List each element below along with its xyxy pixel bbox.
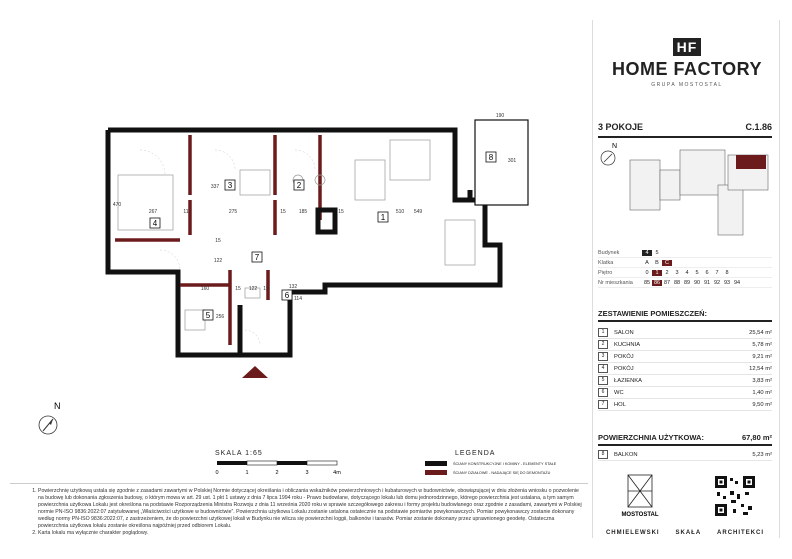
info-row-apartment: Nr mieszkania 85 86 87 88 89 90 91 92 93 94	[598, 278, 772, 288]
dim-label: 160	[200, 286, 210, 292]
dim-label: 256	[215, 314, 225, 320]
total-value: 67,80 m²	[741, 432, 772, 442]
room-number-2	[294, 180, 304, 190]
svg-text:5: 5	[205, 311, 211, 320]
selected-unit-marker	[736, 155, 766, 169]
info-row-building: Budynek 4 5	[598, 248, 772, 258]
unit-header	[598, 118, 772, 138]
architect-credits: CHMIELEWSKI SKAŁA ARCHITEKCI	[605, 530, 765, 536]
dim-label: 470	[112, 202, 122, 208]
room-number-6	[282, 290, 292, 300]
note-item: 1. Powierzchnię użytkową ustala się zgodnie z zasadami zawartymi w Polskiej Normie dotyczącej określania i obliczania wskaźników powierzchniowych i kubaturowych w budownictwie, obowiązującej w dniu złożenia wniosku o pozwolenie na budowę lub dokonania zgłoszenia budowy, o którym mowa w art. 29 ust. 1 pkt 1 ustawy z dnia 7 lipca 1994 roku - Prawo budowlane, dotyczącego lokalu lub domu jednorodzinnego, którego powierzchnia jest ustalana, a tym samym powierzchnia użytkowa Lokalu jest określona na podstawie Rozporządzenia Ministra Rozwoju z dnia 11 września 2020 roku w sprawie szczegółowego zakresu i formy projektu budowlanego oraz zgodnie z zasadami, zawartymi w Polskiej normie PN-ISO 9836:2022:07 zatytułowanej „Właściwości użytkowe w budownictwie”. Powierzchnia użytkowa Lokalu zostanie ustalona ostatecznie na podstawie pomiarów powykonawczych. Pomiar powykonawczy zostanie dokonany według normy PN-ISO 9836:2022:07, z zastrzeżeniem, że do powierzchni użytkowej lokali w Budynku nie wlicza się powierzchni loggii, balkonów i tarasów. Pomiar zostanie dokonany przez uprawnionego geodetę. Ostateczna powierzchnia użytkowa lokalu zostanie określona najpóźniej przed odbiorem Lokalu.	[38, 488, 582, 530]
dim-label: 275	[228, 209, 238, 215]
legend-item-structural: ŚCIANY KONSTRUKCYJNE I KOMINY - ELEMENTY STAŁE	[425, 461, 556, 466]
scale-bar	[215, 450, 345, 481]
unit-info-table	[598, 248, 772, 288]
dim-label: 15	[280, 209, 286, 215]
mostostal-logo	[610, 470, 670, 520]
scale-graphic	[215, 457, 345, 479]
dim-label: 15	[263, 286, 269, 292]
note-item: 2. Karta lokalu ma wyłącznie charakter poglądowy.	[38, 530, 582, 537]
svg-text:MOSTOSTAL: MOSTOSTAL	[621, 512, 659, 518]
room-number-1	[378, 212, 388, 222]
unit-rooms: 3 POKOJE	[598, 122, 644, 132]
entrance-marker	[242, 366, 268, 378]
dim-label: 15	[235, 286, 241, 292]
svg-text:0: 0	[215, 470, 219, 476]
total-label: POWIERZCHNIA UŻYTKOWA:	[598, 432, 704, 442]
total-area	[598, 430, 772, 446]
info-row-floor: Piętro 0 1 2 3 4 5 6 7 8	[598, 268, 772, 278]
balcony-row: 8 BALKON 5,23 m²	[598, 449, 772, 461]
scale-title: SKALA 1:65	[215, 450, 263, 457]
dim-label: 132	[288, 284, 298, 290]
legend-item-partition: ŚCIANY DZIAŁOWE - NADAJĄCE SIĘ DO DEMONTAŻU	[425, 470, 556, 475]
room-row: 2 KUCHNIA 5,78 m²	[598, 339, 772, 351]
svg-text:2: 2	[296, 181, 302, 190]
dim-label: 15	[215, 238, 221, 244]
svg-text:1: 1	[245, 470, 249, 476]
room-number-3	[225, 180, 235, 190]
room-number-7	[252, 252, 262, 262]
dim-label: 549	[413, 209, 423, 215]
room-row: 1 SALON 25,54 m²	[598, 327, 772, 339]
dim-label: 114	[294, 296, 302, 302]
info-row-stair: Klatka A B C	[598, 258, 772, 268]
svg-text:2: 2	[275, 470, 279, 476]
room-number-5	[203, 310, 213, 320]
room-row: 6 WC 1,40 m²	[598, 387, 772, 399]
dim-label: 337	[210, 184, 220, 190]
svg-text:1: 1	[380, 213, 386, 222]
dim-label: 267	[148, 209, 158, 215]
svg-text:6: 6	[284, 291, 290, 300]
logo-mark: HF	[673, 38, 702, 56]
dim-label: 301	[507, 158, 517, 164]
rooms-list	[598, 327, 772, 411]
room-number-8	[486, 152, 496, 162]
site-minimap	[612, 140, 773, 245]
dim-label: 185	[298, 209, 308, 215]
legend-swatch	[425, 470, 447, 475]
notes	[22, 488, 582, 537]
dim-label: 11	[183, 209, 189, 215]
svg-text:3: 3	[227, 181, 233, 190]
unit-code: C.1.86	[745, 122, 772, 132]
logo-brand: HOME FACTORY	[612, 59, 763, 79]
svg-text:N: N	[54, 401, 61, 411]
dim-label: 190	[495, 113, 505, 119]
svg-text:7: 7	[254, 253, 260, 262]
room-row: 5 ŁAZIENKA 3,83 m²	[598, 375, 772, 387]
svg-text:4: 4	[152, 219, 158, 228]
dim-label: 122	[248, 286, 258, 292]
dim-label: 510	[395, 209, 405, 215]
svg-text:8: 8	[488, 153, 494, 162]
logo-sub: GRUPA MOSTOSTAL	[651, 82, 723, 88]
qr-code-icon	[715, 476, 755, 516]
room-row: 7 HOL 9,50 m²	[598, 399, 772, 411]
legend-swatch	[425, 461, 447, 466]
legend-title: LEGENDA	[455, 450, 496, 457]
dim-label: 15	[338, 209, 344, 215]
svg-text:3: 3	[305, 470, 309, 476]
legend	[425, 450, 556, 475]
north-arrow-icon	[39, 401, 61, 434]
svg-text:N: N	[612, 143, 618, 150]
logo	[612, 38, 762, 108]
room-row: 4 POKÓJ 12,54 m²	[598, 363, 772, 375]
room-number-4	[150, 218, 160, 228]
dim-label: 122	[213, 258, 223, 264]
rooms-title: ZESTAWIENIE POMIESZCZEŃ:	[598, 309, 772, 322]
room-row: 3 POKÓJ 9,21 m²	[598, 351, 772, 363]
svg-text:4m: 4m	[333, 470, 341, 476]
